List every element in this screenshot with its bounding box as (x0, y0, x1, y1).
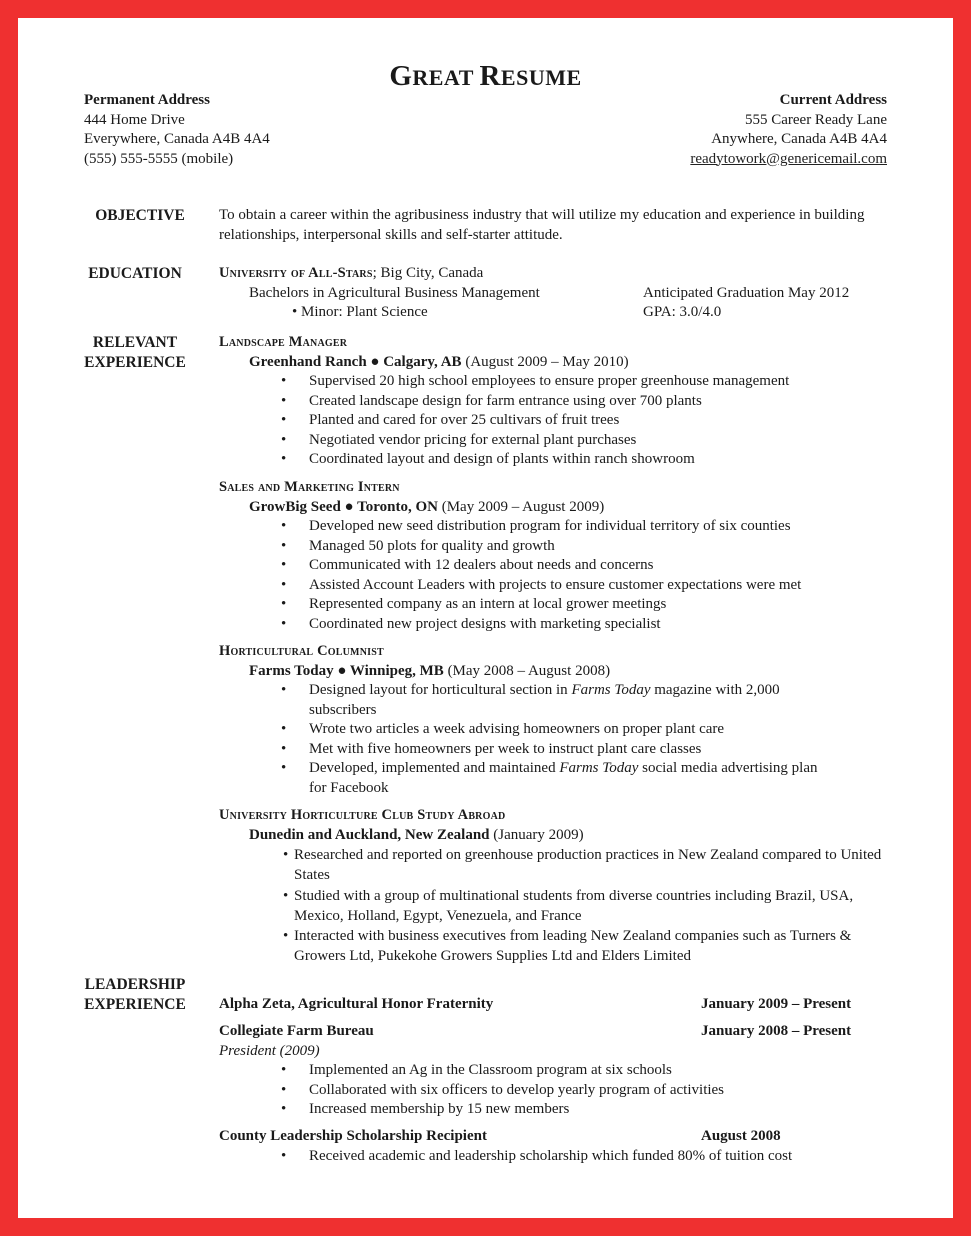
permanent-address (84, 91, 270, 169)
list-item: • Designed layout for horticultural section in Farms Today magazine with 2,000 subscribers (219, 681, 819, 720)
employer: Dunedin and Auckland, New Zealand (249, 826, 490, 843)
resume-title: GREAT RESUME (389, 60, 582, 92)
list-item: • Coordinated new project designs with marketing specialist (219, 615, 899, 635)
job-horticultural-columnist (219, 642, 899, 798)
job-title: Landscape Manager (219, 334, 348, 350)
list-item: • Implemented an Ag in the Classroom program at six schools (219, 1061, 871, 1081)
objective-text: To obtain a career within the agribusiness industry that will utilize my education and experience in building relationships, interpersonal skills and self-starter attitude. (219, 207, 865, 243)
leadership-alpha-zeta (219, 995, 871, 1015)
permanent-address-line2: Everywhere, Canada A4B 4A4 (84, 131, 270, 147)
leadership-farm-bureau (219, 1022, 871, 1120)
list-item: • Negotiated vendor pricing for external plant purchases (219, 431, 899, 451)
list-item: • Coordinated layout and design of plants within ranch showroom (219, 450, 899, 470)
award-name: County Leadership Scholarship Recipient (219, 1128, 487, 1144)
job-dates: (August 2009 – May 2010) (461, 353, 629, 370)
email-link[interactable]: readytowork@genericemail.com (690, 150, 887, 167)
role: President (2009) (219, 1042, 320, 1059)
employer: Greenhand Ranch ● Calgary, AB (249, 353, 462, 370)
permanent-address-heading: Permanent Address (84, 92, 210, 108)
list-item: • Assisted Account Leaders with projects to ensure customer expectations were met (219, 576, 899, 596)
award-date: August 2008 (701, 1128, 781, 1144)
job-title: University Horticulture Club Study Abroad (219, 807, 506, 823)
job-dates: (May 2008 – August 2008) (443, 662, 611, 679)
list-item: • Created landscape design for farm entrance using over 700 plants (219, 392, 899, 412)
permanent-address-line1: 444 Home Drive (84, 111, 185, 128)
degree: Bachelors in Agricultural Business Management (249, 284, 540, 301)
org-date: January 2008 – Present (701, 1023, 852, 1039)
leadership-label: LEADERSHIP EXPERIENCE (84, 976, 186, 1013)
org-name: Collegiate Farm Bureau (219, 1023, 374, 1039)
list-item: • Represented company as an intern at local grower meetings (219, 595, 899, 615)
list-item: • Planted and cared for over 25 cultivars of fruit trees (219, 411, 899, 431)
gpa: GPA: 3.0/4.0 (643, 304, 722, 320)
current-address (690, 91, 887, 169)
list-item: • Wrote two articles a week advising homeowners on proper plant care (219, 720, 819, 740)
list-item: • Supervised 20 high school employees to ensure proper greenhouse management (219, 372, 899, 392)
list-item: • Communicated with 12 dealers about needs and concerns (219, 556, 899, 576)
experience-label: RELEVANT EXPERIENCE (84, 334, 186, 371)
list-item: • Met with five homeowners per week to instruct plant care classes (219, 740, 819, 760)
org-date: January 2009 – Present (701, 996, 852, 1012)
list-item: • Received academic and leadership scholarship which funded 80% of tuition cost (219, 1147, 919, 1167)
minor: • Minor: Plant Science (292, 304, 428, 320)
job-sales-marketing-intern (219, 478, 899, 634)
list-item: • Developed, implemented and maintained Farms Today social media advertising plan for Facebook (219, 759, 819, 798)
job-dates: (January 2009) (489, 826, 584, 843)
employer: Farms Today ● Winnipeg, MB (249, 662, 444, 679)
employer: GrowBig Seed ● Toronto, ON (249, 498, 438, 515)
resume-page (18, 18, 953, 1218)
list-item: • Studied with a group of multinational students from diverse countries including Brazil, USA, Mexico, Holland, Egypt, Venezuela, and France (219, 886, 884, 927)
job-title: Horticultural Columnist (219, 643, 384, 659)
objective-label: OBJECTIVE (95, 207, 185, 224)
education-block (219, 264, 899, 323)
list-item: • Researched and reported on greenhouse production practices in New Zealand compared to United States (219, 845, 884, 886)
job-landscape-manager (219, 333, 899, 470)
graduation-date: Anticipated Graduation May 2012 (643, 284, 850, 301)
school-location: ; Big City, Canada (372, 265, 484, 281)
list-item: • Developed new seed distribution program for individual territory of six counties (219, 517, 899, 537)
current-address-line2: Anywhere, Canada A4B 4A4 (711, 131, 887, 147)
job-study-abroad (219, 806, 899, 967)
current-address-line1: 555 Career Ready Lane (744, 111, 887, 128)
leadership-scholarship (219, 1127, 919, 1166)
list-item: • Increased membership by 15 new members (219, 1100, 871, 1120)
list-item: • Interacted with business executives from leading New Zealand companies such as Turners & Growers Ltd, Pukekohe Growers Supplies Ltd and Elders Limited (219, 926, 884, 967)
job-dates: (May 2009 – August 2009) (437, 498, 605, 515)
job-title: Sales and Marketing Intern (219, 479, 400, 495)
list-item: • Collaborated with six officers to develop yearly program of activities (219, 1081, 871, 1101)
permanent-phone: (555) 555-5555 (mobile) (84, 150, 234, 167)
school-name: University of All-Stars (219, 265, 373, 281)
org-name: Alpha Zeta, Agricultural Honor Fraternity (219, 996, 494, 1012)
current-address-heading: Current Address (779, 92, 887, 108)
education-label: EDUCATION (88, 265, 182, 282)
list-item: • Managed 50 plots for quality and growth (219, 537, 899, 557)
